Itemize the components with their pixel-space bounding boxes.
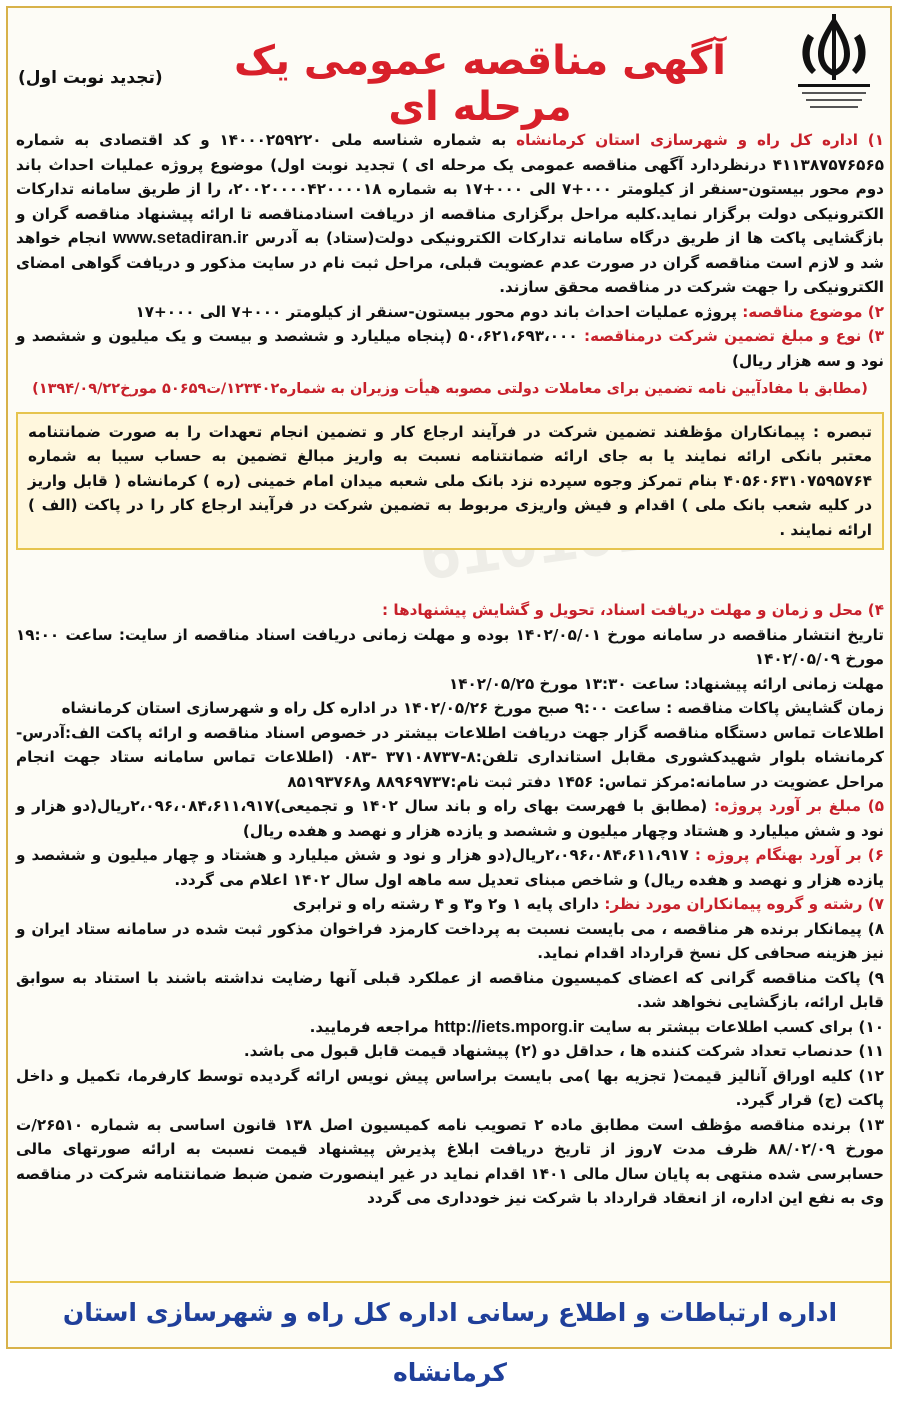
paragraph-10 [16, 1015, 884, 1040]
setadiran-link[interactable]: www.setadiran.ir [112, 228, 249, 247]
paragraph-13: ۱۳) برنده مناقصه مؤظف است مطابق ماده ۲ تصویب نامه کمیسیون اصل ۱۳۸ قانون اساسی به شماره ۲۶۵۱۰/ت مورخ ۸۸/۰۲/۰۹ ظرف مدت ۷روز از تاریخ دریافت ابلاغ پذیرش پیشنهاد قیمت نسبت به ارائه صورتهای مالی حسابرسی شده منتهی به پایان سال مالی ۱۴۰۱ اقدام نماید در غیر اینصورت ضمن ضبط ضمانتنامه شرکت در مناقصه وی به نفع این اداره، از انعقاد قرارداد با شرکت نیز خودداری می گردد [16, 1115, 885, 1207]
spacer [16, 564, 884, 598]
p3-label: ۳) نوع و مبلغ تضمین شرکت درمناقصه: [584, 327, 884, 345]
ad-footer: اداره ارتباطات و اطلاع رسانی اداره کل راه و شهرسازی استان کرمانشاه [10, 1281, 890, 1343]
iets-link[interactable]: http://iets.mporg.ir [433, 1016, 585, 1036]
iran-emblem-icon [788, 10, 880, 122]
renewal-label: (تجدید نوبت اول) [18, 68, 163, 88]
paragraph-1 [16, 128, 884, 300]
p5-text: (مطابق با فهرست بهای راه و باند سال ۱۴۰۲ و تجمیعی)۲،۰۹۶،۰۸۴،۶۱۱،۹۱۷ریال(دو هزار و نود و شش میلیارد و هشتاد وچهار میلیون و ششصد و یازده هزار و نهصد و هفده ریال) [16, 797, 884, 840]
p7-label: ۷) رشته و گروه پیمانکاران مورد نظر: [604, 895, 884, 913]
p4-line-1: تاریخ انتشار مناقصه در سامانه مورخ ۱۴۰۲/۰۵/۰۱ بوده و مهلت زمانی دریافت اسناد مناقصه از سایت: ساعت ۱۹:۰۰ مورخ ۱۴۰۲/۰۵/۰۹ [16, 625, 884, 668]
p4-label: ۴) محل و زمان و مهلت دریافت اسناد، تحویل و گشایش پیشنهادها : [382, 601, 884, 619]
p3-text: ۵۰،۶۲۱،۶۹۳،۰۰۰ (پنجاه میلیارد و ششصد و بیست و یک میلیون و ششصد و نود و سه هزار ریال) [16, 327, 884, 370]
p4-line-2: مهلت زمانی ارائه پیشنهاد: ساعت ۱۳:۳۰ مورخ ۱۴۰۲/۰۵/۲۵ [449, 674, 884, 693]
p5-label: ۵) مبلغ بر آورد پروژه: [713, 797, 884, 815]
paragraph-3 [16, 324, 884, 373]
paragraph-7 [16, 892, 884, 917]
p10-label: ۱۰) برای کسب اطلاعات بیشتر به سایت [589, 1017, 884, 1036]
paragraph-12: ۱۲) کلیه اوراق آنالیز قیمت( تجزیه بها )می بایست براساس پیش نویس ارائه گردیده توسط کارفرما، تکمیل و داخل پاکت (ج) قرار گیرد. [16, 1066, 884, 1109]
p4-line-3: زمان گشایش پاکات مناقصه : ساعت ۹:۰۰ صبح مورخ ۱۴۰۲/۰۵/۲۶ در اداره کل راه و شهرسازی استان کرمانشاه [61, 699, 884, 717]
regulation-note: (مطابق با مفادآیین نامه تضمین برای معاملات دولتی مصوبه هیأت وزیران به شماره۱۲۳۴۰۲/ت۵۰۶۵۹ مورخ۱۳۹۴/۰۹/۲۲) [32, 381, 868, 397]
p1-text-2: انجام خواهد شد و لازم است مناقصه گران در صورت عدم عضویت قبلی، مراحل ثبت نام در سایت مذکور و دریافت گواهی امضای الکترونیکی را جهت شرکت در مناقصه محقق سازند. [16, 229, 884, 296]
guarantee-note-box [16, 412, 884, 551]
paragraph-6 [16, 843, 884, 892]
p2-text: پروژه عملیات احداث باند دوم محور بیستون-سنقر از کیلومتر ۰۰۰+۷ الی ۰۰۰+۱۷ [135, 302, 737, 321]
p2-label: ۲) موضوع مناقصه: [742, 302, 884, 321]
p1-label: ۱) اداره کل راه و شهرسازی استان کرمانشاه [516, 131, 884, 149]
guarantee-note: تبصره : پیمانکاران مؤظفند تضمین شرکت در فرآیند ارجاع کار و تضمین انجام تعهدات را به صورت ضمانتنامه معتبر بانکی ارائه نمایند یا به جای ارائه ضمانتنامه نسبت به واریز مبالغ تضمین به حساب سیبا به شماره ۴۰۵۶۰۶۳۱۰۷۵۹۵۷۶۴ بنام تمرکز وجوه سپرده نزد بانک ملی شعبه میدان امام خمینی (ره ) کرمانشاه ( قابل واریز در کلیه شعب بانک ملی ) اقدام و فیش واریزی مربوط به تضمین شرکت در فرآیند ارجاع کار را در پاکت (الف ) ارائه نمایند . [28, 422, 872, 539]
ad-header [10, 10, 890, 130]
p6-text: ۲،۰۹۶،۰۸۴،۶۱۱،۹۱۷ریال(دو هزار و نود و شش میلیارد و هشتاد و چهار میلیون و ششصد و یازده هزار و نهصد و هفده ریال) و شاخص مبنای تعدیل سه ماهه اول سال ۱۴۰۲ اعلام می گردد. [16, 846, 884, 889]
p1-text: به شماره شناسه ملی ۱۴۰۰۰۲۵۹۲۲۰ و کد اقتصادی به شماره ۴۱۱۳۸۷۵۷۶۵۶۵ درنظردارد آگهی مناقصه عمومی یک مرحله ای ) تجدید نوبت اول) موضوع پروژه عملیات احداث باند دوم محور بیستون-سنقر از کیلومتر ۰۰۰+۷ الی ۰۰۰+۱۷ به شماره ۲۰۰۲۰۰۰۰۴۲۰۰۰۰۱۸، را از طریق سامانه تدارکات الکترونیکی دولت برگزار نماید.کلیه مراحل برگزاری مناقصه از دریافت اسنادمناقصه تا ارائه پیشنهاد مناقصه گران و بازگشایی پاکت ها از طریق درگاه سامانه تدارکات الکترونیکی دولت(ستاد) به آدرس [16, 131, 884, 247]
ad-body [16, 128, 884, 1211]
p6-label: ۶) بر آورد بهنگام پروژه : [694, 846, 884, 864]
ad-title: آگهی مناقصه عمومی یک مرحله ای [233, 38, 727, 130]
paragraph-5 [16, 794, 884, 843]
paragraph-2 [16, 300, 884, 325]
paragraph-9: ۹) پاکت مناقصه گرانی که اعضای کمیسیون مناقصه از عملکرد قبلی آنها رضایت نداشته باشند با استناد به سوابق قابل ارائه، بازگشایی نخواهد شد. [16, 968, 884, 1011]
paragraph-11: ۱۱) حدنصاب تعداد شرکت کننده ها ، حداقل دو (۲) پیشنهاد قیمت قابل قبول می باشد. [243, 1042, 884, 1060]
p7-text: دارای پایه ۱ و۲ و۳ و ۴ رشته راه و ترابری [292, 895, 600, 913]
paragraph-8: ۸) پیمانکار برنده هر مناقصه ، می بایست نسبت به پرداخت کارمزد فراخوان مذکور ثبت شده در سامانه ستاد ایران و نیز هزینه صحافی کل نسخ قرارداد اقدام نماید. [16, 919, 884, 962]
p4-line-4: اطلاعات تماس دستگاه مناقصه گزار جهت دریافت اطلاعات بیشتر در خصوص اسناد مناقصه و ارائه پاکت الف:آدرس-کرمانشاه بلوار شهیدکشوری مقابل استانداری تلفن:۸-۳۷۱۰۸۷۳۷ -۰۸۳ (اطلاعات تماس سامانه ستاد جهت انجام مراحل عضویت در سامانه:مرکز تماس: ۱۴۵۶ دفتر ثبت نام:۸۸۹۶۹۷۳۷ و۸۵۱۹۳۷۶۸ [16, 723, 885, 791]
p10-tail: مراجعه فرمایید. [309, 1017, 429, 1036]
